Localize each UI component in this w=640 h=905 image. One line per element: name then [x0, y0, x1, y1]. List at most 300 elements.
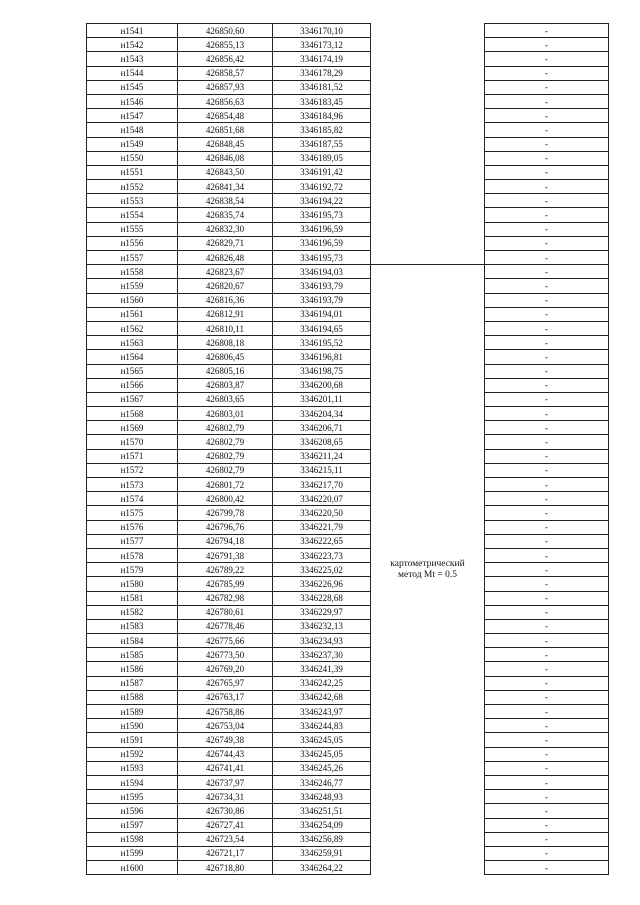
y-coordinate-cell: 3346242,25 [273, 676, 371, 690]
table-row [87, 619, 609, 633]
note-cell: - [485, 94, 609, 108]
y-coordinate-cell: 3346181,52 [273, 80, 371, 94]
x-coordinate-cell: 426749,38 [178, 733, 273, 747]
point-number-cell: н1576 [87, 520, 178, 534]
point-number-cell: н1581 [87, 591, 178, 605]
point-number-cell: н1591 [87, 733, 178, 747]
method-label-line1: картометрический [390, 558, 465, 569]
table-row [87, 832, 609, 846]
point-number-cell: н1546 [87, 94, 178, 108]
point-number-cell: н1563 [87, 336, 178, 350]
x-coordinate-cell: 426856,42 [178, 52, 273, 66]
point-number-cell: н1550 [87, 151, 178, 165]
table-row [87, 165, 609, 179]
coordinates-table-body [87, 24, 609, 875]
y-coordinate-cell: 3346195,52 [273, 336, 371, 350]
x-coordinate-cell: 426851,68 [178, 123, 273, 137]
point-number-cell: н1590 [87, 719, 178, 733]
y-coordinate-cell: 3346225,02 [273, 563, 371, 577]
y-coordinate-cell: 3346183,45 [273, 94, 371, 108]
note-cell: - [485, 165, 609, 179]
y-coordinate-cell: 3346223,73 [273, 548, 371, 562]
y-coordinate-cell: 3346194,03 [273, 265, 371, 279]
table-row [87, 705, 609, 719]
table-row [87, 520, 609, 534]
point-number-cell: н1552 [87, 180, 178, 194]
table-row [87, 492, 609, 506]
y-coordinate-cell: 3346204,34 [273, 407, 371, 421]
y-coordinate-cell: 3346259,91 [273, 846, 371, 860]
note-cell: - [485, 676, 609, 690]
y-coordinate-cell: 3346244,83 [273, 719, 371, 733]
note-cell: - [485, 818, 609, 832]
x-coordinate-cell: 426741,41 [178, 761, 273, 775]
note-cell: - [485, 392, 609, 406]
table-row [87, 676, 609, 690]
table-row [87, 478, 609, 492]
table-row [87, 208, 609, 222]
point-number-cell: н1599 [87, 846, 178, 860]
table-row [87, 137, 609, 151]
table-row [87, 265, 609, 279]
x-coordinate-cell: 426857,93 [178, 80, 273, 94]
table-row [87, 24, 609, 38]
x-coordinate-cell: 426727,41 [178, 818, 273, 832]
table-row [87, 534, 609, 548]
point-number-cell: н1595 [87, 790, 178, 804]
table-row [87, 336, 609, 350]
note-cell: - [485, 463, 609, 477]
x-coordinate-cell: 426758,86 [178, 705, 273, 719]
y-coordinate-cell: 3346196,59 [273, 222, 371, 236]
y-coordinate-cell: 3346194,01 [273, 307, 371, 321]
x-coordinate-cell: 426808,18 [178, 336, 273, 350]
point-number-cell: н1573 [87, 478, 178, 492]
note-cell: - [485, 662, 609, 676]
x-coordinate-cell: 426816,36 [178, 293, 273, 307]
point-number-cell: н1561 [87, 307, 178, 321]
table-row [87, 861, 609, 875]
y-coordinate-cell: 3346198,75 [273, 364, 371, 378]
x-coordinate-cell: 426799,78 [178, 506, 273, 520]
point-number-cell: н1597 [87, 818, 178, 832]
table-row [87, 719, 609, 733]
note-cell: - [485, 222, 609, 236]
point-number-cell: н1578 [87, 548, 178, 562]
note-cell: - [485, 435, 609, 449]
note-cell: - [485, 648, 609, 662]
note-cell: - [485, 449, 609, 463]
y-coordinate-cell: 3346228,68 [273, 591, 371, 605]
y-coordinate-cell: 3346196,59 [273, 236, 371, 250]
point-number-cell: н1571 [87, 449, 178, 463]
x-coordinate-cell: 426744,43 [178, 747, 273, 761]
y-coordinate-cell: 3346174,19 [273, 52, 371, 66]
y-coordinate-cell: 3346170,10 [273, 24, 371, 38]
point-number-cell: н1586 [87, 662, 178, 676]
point-number-cell: н1544 [87, 66, 178, 80]
y-coordinate-cell: 3346229,97 [273, 605, 371, 619]
y-coordinate-cell: 3346246,77 [273, 775, 371, 789]
note-cell: - [485, 80, 609, 94]
x-coordinate-cell: 426856,63 [178, 94, 273, 108]
point-number-cell: н1551 [87, 165, 178, 179]
note-cell: - [485, 194, 609, 208]
point-number-cell: н1557 [87, 251, 178, 265]
note-cell: - [485, 705, 609, 719]
note-cell: - [485, 38, 609, 52]
note-cell: - [485, 52, 609, 66]
note-cell: - [485, 861, 609, 875]
point-number-cell: н1560 [87, 293, 178, 307]
x-coordinate-cell: 426718,80 [178, 861, 273, 875]
note-cell: - [485, 66, 609, 80]
note-cell: - [485, 208, 609, 222]
x-coordinate-cell: 426796,76 [178, 520, 273, 534]
y-coordinate-cell: 3346200,68 [273, 378, 371, 392]
point-number-cell: н1577 [87, 534, 178, 548]
x-coordinate-cell: 426773,50 [178, 648, 273, 662]
y-coordinate-cell: 3346194,65 [273, 321, 371, 335]
y-coordinate-cell: 3346184,96 [273, 109, 371, 123]
x-coordinate-cell: 426765,97 [178, 676, 273, 690]
table-row [87, 321, 609, 335]
table-row [87, 222, 609, 236]
point-number-cell: н1585 [87, 648, 178, 662]
x-coordinate-cell: 426763,17 [178, 690, 273, 704]
point-number-cell: н1548 [87, 123, 178, 137]
point-number-cell: н1556 [87, 236, 178, 250]
note-cell: - [485, 563, 609, 577]
table-row [87, 747, 609, 761]
x-coordinate-cell: 426789,22 [178, 563, 273, 577]
point-number-cell: н1570 [87, 435, 178, 449]
x-coordinate-cell: 426829,71 [178, 236, 273, 250]
point-number-cell: н1566 [87, 378, 178, 392]
x-coordinate-cell: 426802,79 [178, 421, 273, 435]
point-number-cell: н1549 [87, 137, 178, 151]
note-cell: - [485, 591, 609, 605]
point-number-cell: н1545 [87, 80, 178, 94]
point-number-cell: н1584 [87, 634, 178, 648]
y-coordinate-cell: 3346256,89 [273, 832, 371, 846]
note-cell: - [485, 236, 609, 250]
table-row [87, 80, 609, 94]
table-row [87, 733, 609, 747]
y-coordinate-cell: 3346237,30 [273, 648, 371, 662]
x-coordinate-cell: 426802,79 [178, 435, 273, 449]
note-cell: - [485, 761, 609, 775]
x-coordinate-cell: 426769,20 [178, 662, 273, 676]
coordinates-table [86, 23, 609, 875]
note-cell: - [485, 804, 609, 818]
table-row [87, 350, 609, 364]
x-coordinate-cell: 426805,16 [178, 364, 273, 378]
point-number-cell: н1596 [87, 804, 178, 818]
point-number-cell: н1542 [87, 38, 178, 52]
point-number-cell: н1589 [87, 705, 178, 719]
point-number-cell: н1592 [87, 747, 178, 761]
y-coordinate-cell: 3346178,29 [273, 66, 371, 80]
point-number-cell: н1583 [87, 619, 178, 633]
note-cell: - [485, 251, 609, 265]
note-cell: - [485, 506, 609, 520]
table-row [87, 180, 609, 194]
table-row [87, 548, 609, 562]
y-coordinate-cell: 3346193,79 [273, 279, 371, 293]
note-cell: - [485, 307, 609, 321]
x-coordinate-cell: 426850,60 [178, 24, 273, 38]
table-row [87, 66, 609, 80]
y-coordinate-cell: 3346195,73 [273, 208, 371, 222]
x-coordinate-cell: 426858,57 [178, 66, 273, 80]
y-coordinate-cell: 3346192,72 [273, 180, 371, 194]
table-row [87, 804, 609, 818]
point-number-cell: н1562 [87, 321, 178, 335]
note-cell: - [485, 180, 609, 194]
x-coordinate-cell: 426855,13 [178, 38, 273, 52]
x-coordinate-cell: 426838,54 [178, 194, 273, 208]
point-number-cell: н1587 [87, 676, 178, 690]
table-row [87, 463, 609, 477]
table-row [87, 378, 609, 392]
y-coordinate-cell: 3346232,13 [273, 619, 371, 633]
note-cell: - [485, 775, 609, 789]
x-coordinate-cell: 426820,67 [178, 279, 273, 293]
note-cell: - [485, 719, 609, 733]
table-row [87, 251, 609, 265]
y-coordinate-cell: 3346215,11 [273, 463, 371, 477]
note-cell: - [485, 24, 609, 38]
table-row [87, 605, 609, 619]
point-number-cell: н1582 [87, 605, 178, 619]
note-cell: - [485, 577, 609, 591]
table-row [87, 194, 609, 208]
y-coordinate-cell: 3346194,22 [273, 194, 371, 208]
table-row [87, 775, 609, 789]
table-row [87, 846, 609, 860]
method-cell [371, 265, 485, 875]
y-coordinate-cell: 3346254,09 [273, 818, 371, 832]
table-row [87, 52, 609, 66]
x-coordinate-cell: 426730,86 [178, 804, 273, 818]
table-row [87, 690, 609, 704]
table-row [87, 790, 609, 804]
point-number-cell: н1547 [87, 109, 178, 123]
point-number-cell: н1554 [87, 208, 178, 222]
y-coordinate-cell: 3346187,55 [273, 137, 371, 151]
note-cell: - [485, 492, 609, 506]
note-cell: - [485, 265, 609, 279]
note-cell: - [485, 520, 609, 534]
y-coordinate-cell: 3346248,93 [273, 790, 371, 804]
point-number-cell: н1555 [87, 222, 178, 236]
x-coordinate-cell: 426778,46 [178, 619, 273, 633]
x-coordinate-cell: 426802,79 [178, 449, 273, 463]
note-cell: - [485, 109, 609, 123]
y-coordinate-cell: 3346217,70 [273, 478, 371, 492]
note-cell: - [485, 846, 609, 860]
note-cell: - [485, 478, 609, 492]
point-number-cell: н1567 [87, 392, 178, 406]
point-number-cell: н1579 [87, 563, 178, 577]
x-coordinate-cell: 426803,87 [178, 378, 273, 392]
note-cell: - [485, 690, 609, 704]
table-row [87, 407, 609, 421]
point-number-cell: н1558 [87, 265, 178, 279]
method-label-line2: метод Mt = 0.5 [397, 569, 457, 580]
y-coordinate-cell: 3346196,81 [273, 350, 371, 364]
y-coordinate-cell: 3346245,26 [273, 761, 371, 775]
x-coordinate-cell: 426794,18 [178, 534, 273, 548]
table-row [87, 648, 609, 662]
note-cell: - [485, 364, 609, 378]
y-coordinate-cell: 3346226,96 [273, 577, 371, 591]
x-coordinate-cell: 426721,17 [178, 846, 273, 860]
table-row [87, 151, 609, 165]
table-row [87, 38, 609, 52]
table-row [87, 435, 609, 449]
note-cell: - [485, 151, 609, 165]
note-cell: - [485, 123, 609, 137]
point-number-cell: н1543 [87, 52, 178, 66]
point-number-cell: н1580 [87, 577, 178, 591]
y-coordinate-cell: 3346208,65 [273, 435, 371, 449]
x-coordinate-cell: 426734,31 [178, 790, 273, 804]
point-number-cell: н1593 [87, 761, 178, 775]
note-cell: - [485, 605, 609, 619]
table-row [87, 364, 609, 378]
note-cell: - [485, 279, 609, 293]
x-coordinate-cell: 426723,54 [178, 832, 273, 846]
x-coordinate-cell: 426843,50 [178, 165, 273, 179]
point-number-cell: н1588 [87, 690, 178, 704]
y-coordinate-cell: 3346206,71 [273, 421, 371, 435]
y-coordinate-cell: 3346243,97 [273, 705, 371, 719]
table-row [87, 449, 609, 463]
point-number-cell: н1541 [87, 24, 178, 38]
point-number-cell: н1559 [87, 279, 178, 293]
point-number-cell: н1594 [87, 775, 178, 789]
point-number-cell: н1574 [87, 492, 178, 506]
point-number-cell: н1565 [87, 364, 178, 378]
x-coordinate-cell: 426785,99 [178, 577, 273, 591]
method-label [371, 559, 484, 581]
note-cell: - [485, 634, 609, 648]
table-row [87, 236, 609, 250]
table-row [87, 818, 609, 832]
y-coordinate-cell: 3346193,79 [273, 293, 371, 307]
y-coordinate-cell: 3346201,11 [273, 392, 371, 406]
table-row [87, 293, 609, 307]
method-cell-upper [371, 24, 485, 265]
note-cell: - [485, 293, 609, 307]
y-coordinate-cell: 3346185,82 [273, 123, 371, 137]
y-coordinate-cell: 3346264,22 [273, 861, 371, 875]
x-coordinate-cell: 426791,38 [178, 548, 273, 562]
x-coordinate-cell: 426832,30 [178, 222, 273, 236]
table-row [87, 506, 609, 520]
note-cell: - [485, 619, 609, 633]
y-coordinate-cell: 3346191,42 [273, 165, 371, 179]
x-coordinate-cell: 426810,11 [178, 321, 273, 335]
y-coordinate-cell: 3346221,79 [273, 520, 371, 534]
x-coordinate-cell: 426737,97 [178, 775, 273, 789]
y-coordinate-cell: 3346242,68 [273, 690, 371, 704]
x-coordinate-cell: 426800,42 [178, 492, 273, 506]
note-cell: - [485, 534, 609, 548]
point-number-cell: н1575 [87, 506, 178, 520]
table-row [87, 392, 609, 406]
point-number-cell: н1600 [87, 861, 178, 875]
x-coordinate-cell: 426846,08 [178, 151, 273, 165]
x-coordinate-cell: 426780,61 [178, 605, 273, 619]
y-coordinate-cell: 3346189,05 [273, 151, 371, 165]
note-cell: - [485, 336, 609, 350]
table-row [87, 307, 609, 321]
point-number-cell: н1553 [87, 194, 178, 208]
note-cell: - [485, 790, 609, 804]
note-cell: - [485, 321, 609, 335]
x-coordinate-cell: 426806,45 [178, 350, 273, 364]
x-coordinate-cell: 426782,98 [178, 591, 273, 605]
note-cell: - [485, 733, 609, 747]
point-number-cell: н1569 [87, 421, 178, 435]
y-coordinate-cell: 3346211,24 [273, 449, 371, 463]
x-coordinate-cell: 426803,65 [178, 392, 273, 406]
note-cell: - [485, 378, 609, 392]
y-coordinate-cell: 3346222,65 [273, 534, 371, 548]
y-coordinate-cell: 3346245,05 [273, 747, 371, 761]
point-number-cell: н1572 [87, 463, 178, 477]
y-coordinate-cell: 3346195,73 [273, 251, 371, 265]
point-number-cell: н1568 [87, 407, 178, 421]
y-coordinate-cell: 3346173,12 [273, 38, 371, 52]
x-coordinate-cell: 426812,91 [178, 307, 273, 321]
y-coordinate-cell: 3346251,51 [273, 804, 371, 818]
y-coordinate-cell: 3346245,05 [273, 733, 371, 747]
x-coordinate-cell: 426753,04 [178, 719, 273, 733]
table-row [87, 94, 609, 108]
note-cell: - [485, 350, 609, 364]
y-coordinate-cell: 3346220,50 [273, 506, 371, 520]
table-row [87, 761, 609, 775]
note-cell: - [485, 548, 609, 562]
table-row [87, 634, 609, 648]
x-coordinate-cell: 426803,01 [178, 407, 273, 421]
note-cell: - [485, 421, 609, 435]
x-coordinate-cell: 426826,48 [178, 251, 273, 265]
note-cell: - [485, 407, 609, 421]
y-coordinate-cell: 3346241,39 [273, 662, 371, 676]
x-coordinate-cell: 426801,72 [178, 478, 273, 492]
table-row [87, 109, 609, 123]
x-coordinate-cell: 426835,74 [178, 208, 273, 222]
x-coordinate-cell: 426841,34 [178, 180, 273, 194]
x-coordinate-cell: 426775,66 [178, 634, 273, 648]
table-row [87, 123, 609, 137]
point-number-cell: н1598 [87, 832, 178, 846]
note-cell: - [485, 832, 609, 846]
y-coordinate-cell: 3346220,07 [273, 492, 371, 506]
x-coordinate-cell: 426854,48 [178, 109, 273, 123]
x-coordinate-cell: 426848,45 [178, 137, 273, 151]
note-cell: - [485, 747, 609, 761]
table-row [87, 279, 609, 293]
table-row [87, 577, 609, 591]
table-row [87, 591, 609, 605]
x-coordinate-cell: 426823,67 [178, 265, 273, 279]
